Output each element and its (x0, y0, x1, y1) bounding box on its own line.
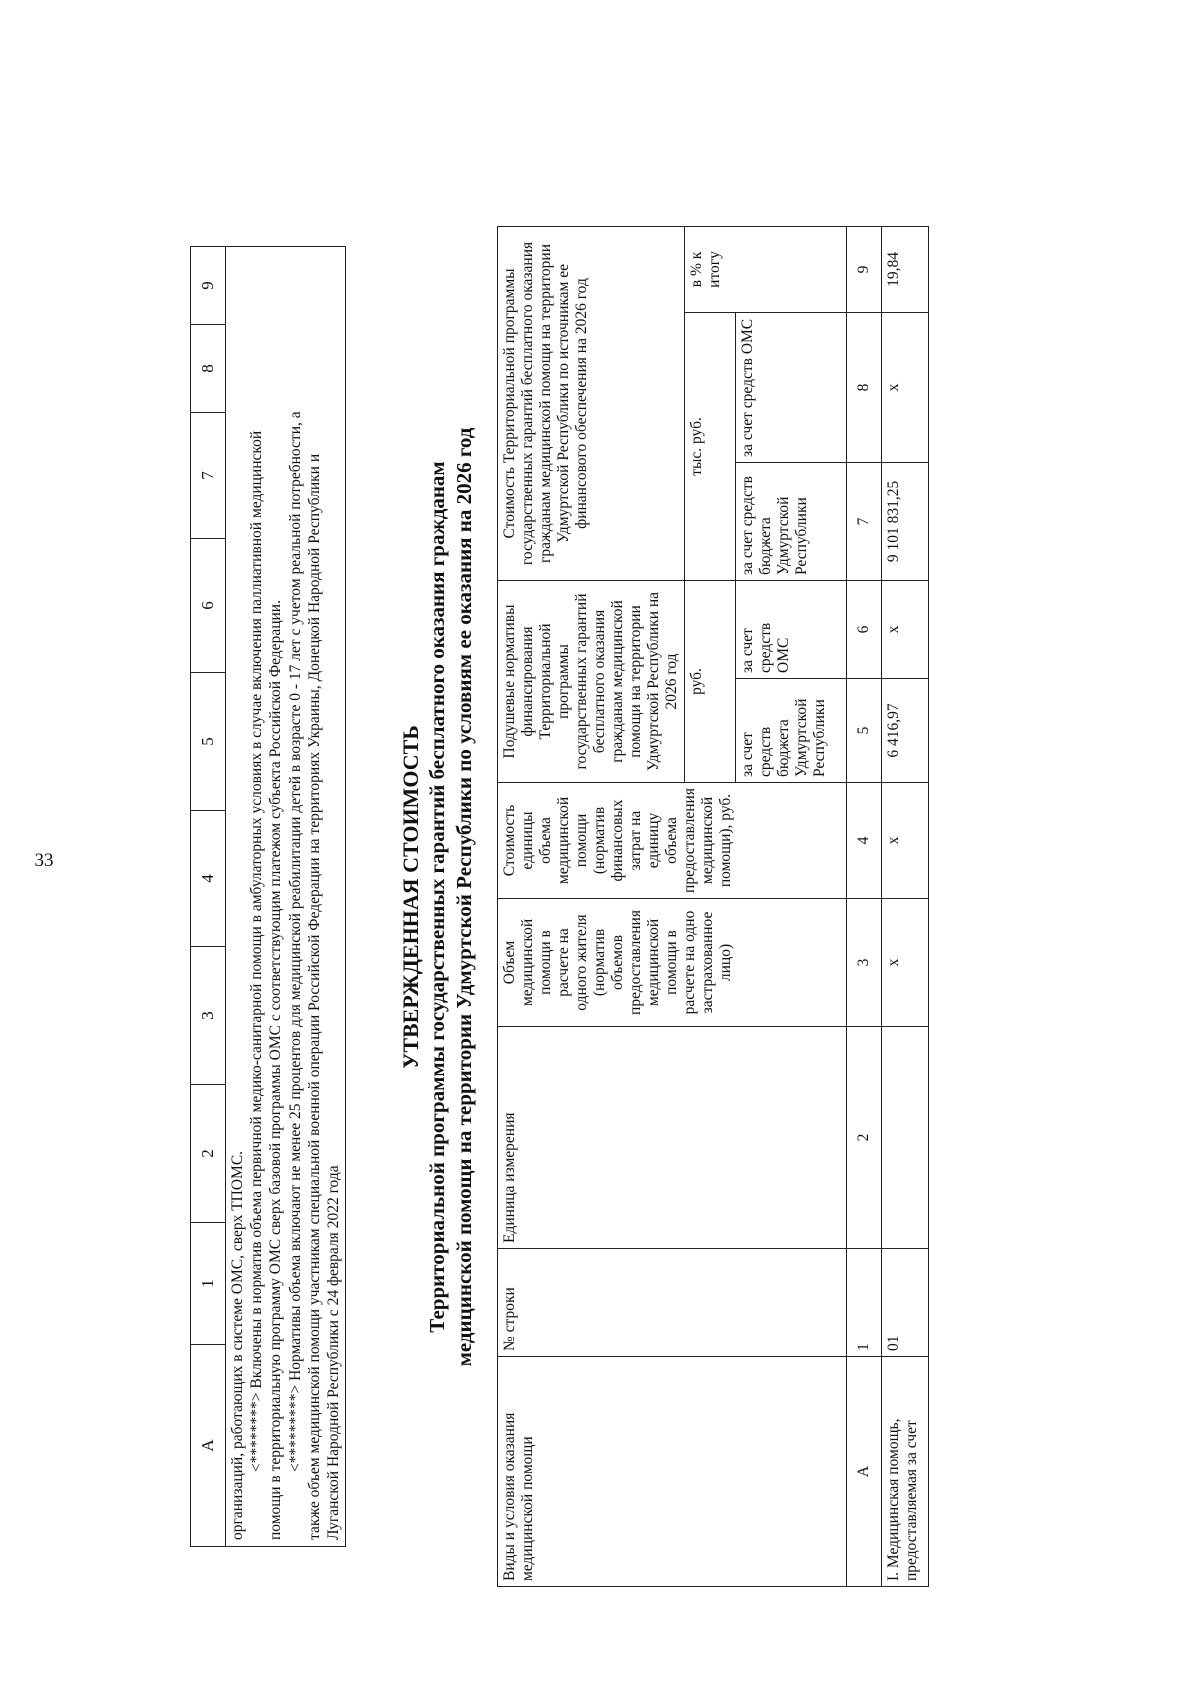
header-total-cost: Стоимость Территориальной программы государственных гарантий бесплатного оказания гражданам медицинской помощи на территории Удмуртской Республики по источникам ее финансового обеспечения на 2026 год (498, 226, 685, 580)
row-per-capita-budget: 6 416,97 (882, 679, 929, 783)
header-per-capita: Подушевые нормативы финансирования Территориальной программы государственных гарантий бесплатного оказания гражданам медицинской помощи на территории Удмуртской Республики на 2026 год (498, 580, 685, 782)
row-number: 01 (882, 1249, 929, 1357)
header-rub: руб. (685, 580, 736, 782)
heading-subtitle-line: медицинской помощи на территории Удмуртской Республики по условиям ее оказания на 2026 год (452, 427, 476, 1367)
column-number: 8 (191, 325, 226, 413)
column-number: 1 (191, 1223, 226, 1345)
header-unit-cost: Стоимость единицы объема медицинской помощи (норматив финансовых затрат на единицу объема предоставления медицинской помощи), руб. (498, 783, 847, 899)
continuation-table (190, 246, 346, 1547)
column-number-row (847, 226, 882, 1586)
column-number: 3 (191, 947, 226, 1085)
header-oms-source: за счет средств ОМС (736, 312, 847, 462)
header-unit: Единица измерения (498, 1027, 847, 1249)
row-cost-budget: 9 101 831,25 (882, 462, 929, 580)
footnotes-cell (226, 247, 346, 1547)
column-number: 9 (191, 247, 226, 325)
header-pct-total: в % к итогу (685, 226, 847, 312)
row-cost-oms: х (882, 312, 929, 462)
column-number: 5 (191, 673, 226, 811)
row-pct: 19,84 (882, 226, 929, 312)
column-number: 2 (847, 1027, 882, 1249)
approved-cost-table (497, 226, 929, 1587)
row-volume: х (882, 899, 929, 1027)
column-number: 1 (847, 1249, 882, 1357)
header-row-number: № строки (498, 1249, 847, 1357)
header-thous-rub: тыс. руб. (685, 312, 736, 580)
row-per-capita-oms: х (882, 580, 929, 678)
header-budget-source: за счет средств бюджета Удмуртской Республики (736, 679, 847, 783)
footnote-line: <*********> Нормативы объема включают не менее 25 процентов для медицинской реабилитации детей в возрасте 0 - 17 лет с учетом реальной потребности, а (286, 411, 304, 1472)
footnote-line: организаций, работающих в системе ОМС, сверх ТПОМС. (229, 1150, 246, 1540)
column-number: 8 (847, 312, 882, 462)
rotated-page-content (2, 57, 1200, 1697)
column-number: 7 (191, 413, 226, 539)
header-kinds: Виды и условия оказания медицинской помощи (498, 1357, 847, 1587)
header-row (498, 226, 685, 1586)
document-heading (397, 247, 478, 1547)
heading-title: УТВЕРЖДЕННАЯ СТОИМОСТЬ (398, 725, 423, 1069)
row-unit (882, 1027, 929, 1249)
header-oms-source: за счет средств ОМС (736, 580, 847, 678)
column-number: 3 (847, 899, 882, 1027)
table-row (882, 226, 929, 1586)
footnote-line: Луганской Народной Республики с 24 февраля 2022 года (325, 1165, 343, 1540)
footnote-line: также объем медицинской помощи участникам специальной военной операции Российской Федерации на территориях Украины, Донецкой Народной Республики и (305, 453, 323, 1540)
header-volume: Объем медицинской помощи в расчете на одного жителя (норматив объемов предоставления медицинской помощи в расчете на одно застрахованное лицо) (498, 899, 847, 1027)
column-number: 7 (847, 462, 882, 580)
row-unit-cost: х (882, 783, 929, 899)
header-budget-source: за счет средств бюджета Удмуртской Республики (736, 462, 847, 580)
column-number: 4 (191, 811, 226, 947)
column-number: А (191, 1345, 226, 1547)
footnote-line: <********> Включены в норматив объема первичной медико-санитарной помощи в амбулаторных условиях в случае включения паллиативной медицинской (248, 430, 266, 1472)
column-number: 2 (191, 1085, 226, 1223)
column-number: А (847, 1357, 882, 1587)
footnote-line: помощи в территориальную программу ОМС сверх базовой программы ОМС с соответствующим платежом субъекта Российской Федерации. (267, 600, 285, 1540)
column-number: 6 (847, 580, 882, 678)
column-number: 9 (847, 226, 882, 312)
column-number: 5 (847, 679, 882, 783)
column-number: 6 (191, 539, 226, 673)
heading-subtitle-line: Территориальной программы государственных гарантий бесплатного оказания гражданам (425, 461, 449, 1333)
page-number: 33 (34, 850, 54, 871)
row-name: I. Медицинская помощь, предоставляемая за счет (882, 1357, 929, 1587)
column-number: 4 (847, 783, 882, 899)
column-number-row (191, 247, 226, 1547)
